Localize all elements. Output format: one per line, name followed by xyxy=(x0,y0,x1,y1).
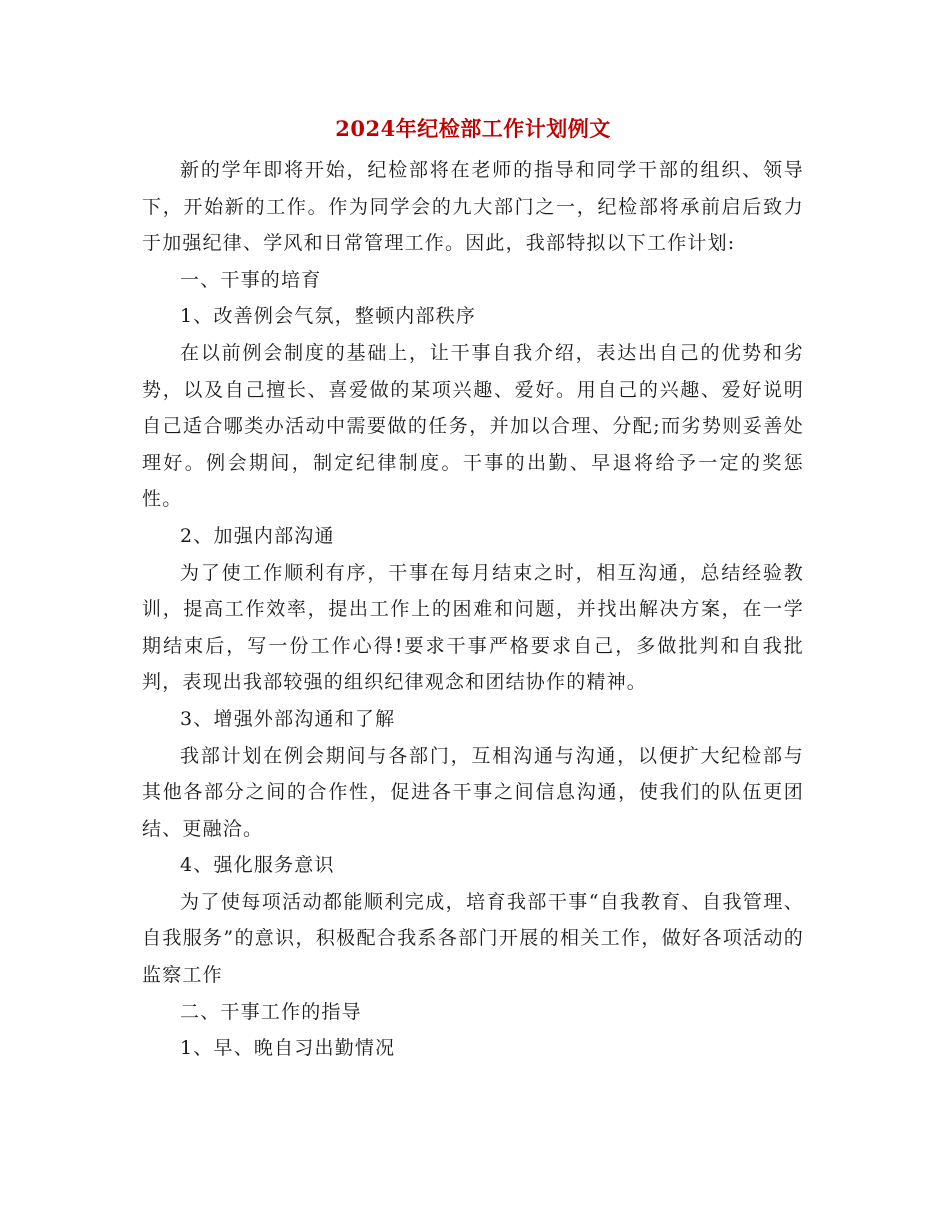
paragraph-1-4: 为了使每项活动都能顺利完成，培育我部干事“自我教育、自我管理、自我服务”的意识，积极配合我系各部门开展的相关工作，做好各项活动的监察工作 xyxy=(142,890,804,987)
paragraph-1-3: 我部计划在例会期间与各部门，互相沟通与沟通，以便扩大纪检部与其他各部分之间的合作性，促进各干事之间信息沟通，使我们的队伍更团结、更融洽。 xyxy=(142,744,804,840)
subsection-heading-1-3: 3、增强外部沟通和了解 xyxy=(180,707,396,730)
document-title: 2024年纪检部工作计划例文 xyxy=(335,116,611,141)
section-heading-1: 一、干事的培育 xyxy=(180,268,322,291)
section-heading-2: 二、干事工作的指导 xyxy=(180,1000,362,1023)
document-page xyxy=(142,112,804,1067)
subsection-heading-1-4: 4、强化服务意识 xyxy=(180,854,335,877)
intro-paragraph: 新的学年即将开始，纪检部将在老师的指导和同学干部的组织、领导下，开始新的工作。作为同学会的九大部门之一，纪检部将承前启后致力于加强纪律、学风和日常管理工作。因此，我部特拟以下工作计划: xyxy=(142,159,804,255)
paragraph-1-1: 在以前例会制度的基础上，让干事自我介绍，表达出自己的优势和劣势，以及自己擅长、喜爱做的某项兴趣、爱好。用自己的兴趣、爱好说明自己适合哪类办活动中需要做的任务，并加以合理、分配;而劣势则妥善处理好。例会期间，制定纪律制度。干事的出勤、早退将给予一定的奖惩性。 xyxy=(142,341,804,511)
subsection-heading-1-2: 2、加强内部沟通 xyxy=(180,524,335,547)
subsection-heading-1-1: 1、改善例会气氛，整顿内部秩序 xyxy=(180,305,477,328)
subsection-heading-2-1: 1、早、晚自习出勤情况 xyxy=(180,1037,396,1060)
paragraph-1-2: 为了使工作顺利有序，干事在每月结束之时，相互沟通，总结经验教训，提高工作效率，提出工作上的困难和问题，并找出解决方案，在一学期结束后，写一份工作心得!要求干事严格要求自己，多做批判和自我批判，表现出我部较强的组织纪律观念和团结协作的精神。 xyxy=(142,561,804,694)
